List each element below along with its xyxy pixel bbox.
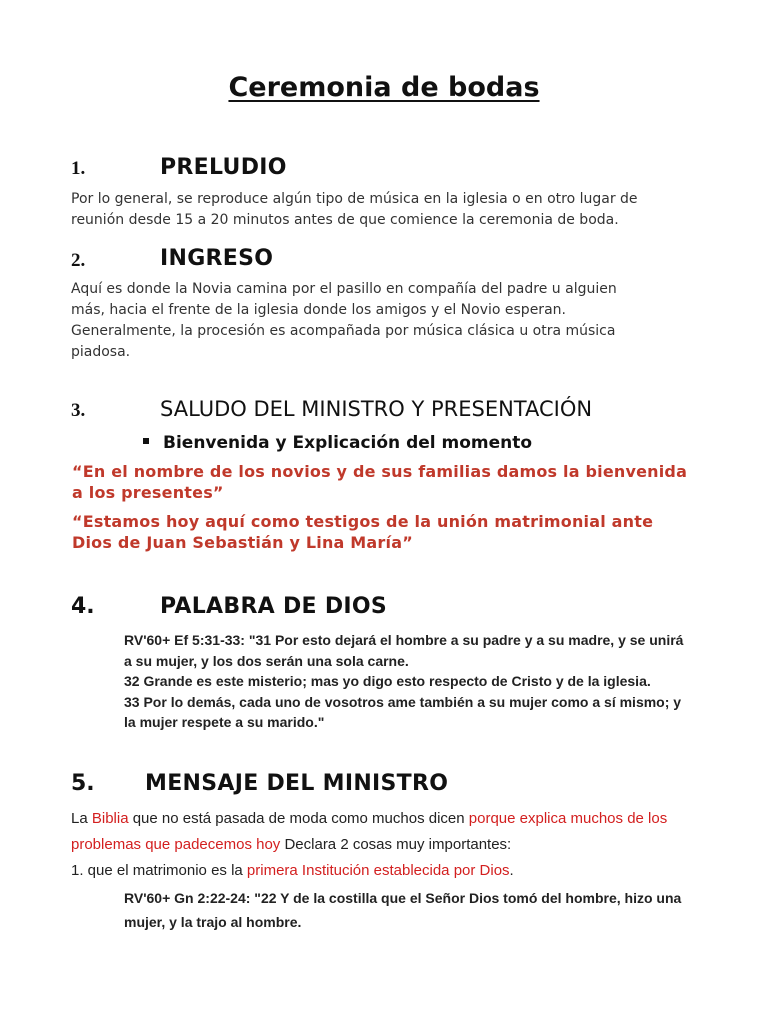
message-paragraph [71,806,751,884]
verse-line: 32 Grande es este misterio; mas yo digo esto respecto de Cristo y de la iglesia. [124,673,651,689]
bullet-icon [143,438,149,444]
quote [72,461,712,503]
quote-line: a los presentes” [72,483,224,502]
paragraph-line: reunión desde 15 a 20 minutos antes de que comience la ceremonia de boda. [71,212,619,228]
message-line: La Biblia que no está pasada de moda como muchos dicen porque explica muchos de los [71,810,668,827]
verse-line: a su mujer, y los dos serán una sola carne. [124,652,409,669]
message-line: problemas que padecemos hoy Declara 2 cosas muy importantes: [71,836,512,853]
verse-line: mujer, y la trajo al hombre. [124,914,302,930]
section-number: 4. [71,594,95,619]
verse-line: la mujer respete a su marido." [124,714,325,730]
section-heading: MENSAJE DEL MINISTRO [145,771,449,796]
verse-line: RV'60+ Gn 2:22-24: "22 Y de la costilla que el Señor Dios tomó del hombre, hizo una [124,890,682,906]
paragraph-line: Generalmente, la procesión es acompañada por música clásica u otra música [71,323,616,339]
section-heading: INGRESO [160,246,274,271]
paragraph-line: Aquí es donde la Novia camina por el pasillo en compañía del padre u alguien [71,281,617,297]
quote [72,511,712,553]
bullet-text: Bienvenida y Explicación del momento [163,433,533,453]
section-paragraph [71,279,711,363]
section-heading: SALUDO DEL MINISTRO Y PRESENTACIÓN [160,397,593,421]
section-number: 3. [71,400,86,421]
verse-line: 33 Por lo demás, cada uno de vosotros ame también a su mujer como a sí mismo; y [124,693,682,710]
verse-line: RV'60+ Ef 5:31-33: "31 Por esto dejará el hombre a su padre y a su madre, y se unirá [124,632,684,648]
section-number: 2. [71,250,86,271]
paragraph-line: piadosa. [71,344,131,360]
section-heading: PALABRA DE DIOS [160,594,388,619]
message-line: 1. que el matrimonio es la primera Institución establecida por Dios. [71,862,514,879]
section-number: 5. [71,771,95,796]
section-number: 1. [71,158,86,179]
section-heading: PRELUDIO [160,155,287,180]
quote-line: Dios de Juan Sebastián y Lina María” [72,533,413,552]
quote-line: “Estamos hoy aquí como testigos de la unión matrimonial ante [72,512,654,531]
section-paragraph [71,189,711,231]
bible-verse [124,886,724,934]
page-title: Ceremonia de bodas [228,72,540,103]
bible-verse [124,630,714,733]
bullet-item [143,433,532,453]
paragraph-line: Por lo general, se reproduce algún tipo de música en la iglesia o en otro lugar de [71,191,638,207]
paragraph-line: más, hacia el frente de la iglesia donde los amigos y el Novio esperan. [71,302,566,318]
quote-line: “En el nombre de los novios y de sus familias damos la bienvenida [72,462,688,481]
